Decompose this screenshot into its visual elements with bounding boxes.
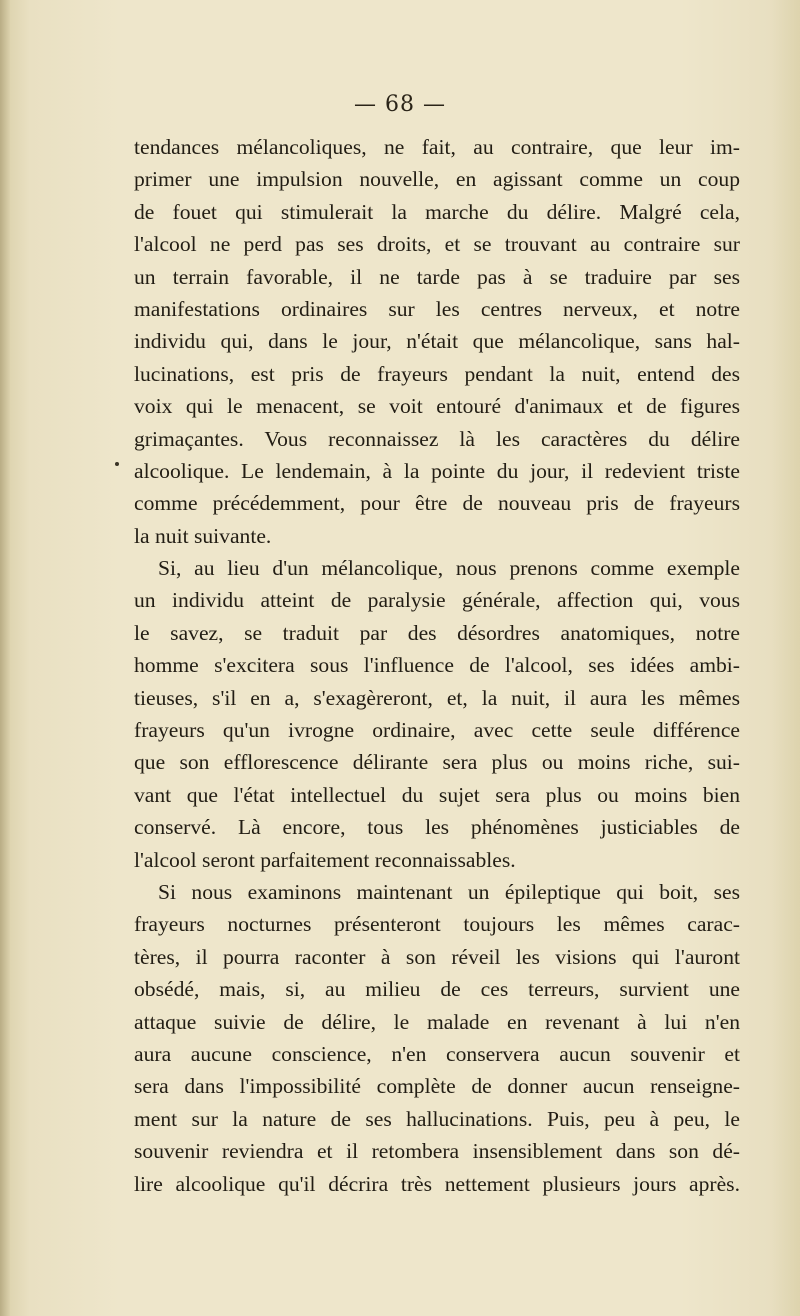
- text-line: de fouet qui stimulerait la marche du délire. Malgré cela,: [134, 199, 740, 224]
- text-line: manifestations ordinaires sur les centres nerveux, et notre: [134, 296, 740, 321]
- text-line: obsédé, mais, si, au milieu de ces terreurs, survient une: [134, 977, 740, 1002]
- text-line: l'alcool ne perd pas ses droits, et se trouvant au contraire sur: [134, 232, 740, 257]
- text-line: lire alcoolique qu'il décrira très nettement plusieurs jours après.: [134, 1171, 740, 1196]
- text-line: ment sur la nature de ses hallucinations. Puis, peu à peu, le: [134, 1106, 740, 1131]
- text-line: lucinations, est pris de frayeurs pendant la nuit, entend des: [134, 361, 740, 386]
- text-line: conservé. Là encore, tous les phénomènes justiciables de: [134, 815, 740, 840]
- body-text: [134, 131, 740, 1200]
- text-line: frayeurs qu'un ivrogne ordinaire, avec cette seule différence: [134, 718, 740, 743]
- text-line: frayeurs nocturnes présenteront toujours les mêmes carac-: [134, 912, 740, 937]
- text-line: alcoolique. Le lendemain, à la pointe du jour, il redevient triste: [134, 458, 740, 483]
- text-line: tendances mélancoliques, ne fait, au contraire, que leur im-: [134, 135, 740, 159]
- text-line: un terrain favorable, il ne tarde pas à se traduire par ses: [134, 264, 740, 289]
- text-line: que son efflorescence délirante sera plus ou moins riche, sui-: [134, 750, 740, 775]
- text-line: un individu atteint de paralysie générale, affection qui, vous: [134, 588, 740, 613]
- text-line: homme s'excitera sous l'influence de l'alcool, ses idées ambi-: [134, 653, 740, 678]
- margin-mark: [115, 462, 119, 466]
- text-line: tieuses, s'il en a, s'exagèreront, et, la nuit, il aura les mêmes: [134, 685, 740, 710]
- paragraph-start-line: Si, au lieu d'un mélancolique, nous prenons comme exemple: [158, 556, 740, 581]
- paragraph-end-line: l'alcool seront parfaitement reconnaissables.: [134, 847, 516, 872]
- text-line: aura aucune conscience, n'en conservera aucun souvenir et: [134, 1041, 740, 1066]
- text-line: le savez, se traduit par des désordres anatomiques, notre: [134, 620, 740, 645]
- page-binding-edge: [0, 0, 10, 1316]
- text-line: primer une impulsion nouvelle, en agissant comme un coup: [134, 167, 740, 192]
- paragraph-end-line: la nuit suivante.: [134, 523, 272, 548]
- page-number: — 68 —: [354, 92, 446, 117]
- text-line: comme précédemment, pour être de nouveau pris de frayeurs: [134, 491, 740, 516]
- text-line: individu qui, dans le jour, n'était que mélancolique, sans hal-: [134, 329, 740, 354]
- text-line: voix qui le menacent, se voit entouré d'animaux et de figures: [134, 394, 740, 419]
- text-line: vant que l'état intellectuel du sujet sera plus ou moins bien: [134, 782, 740, 807]
- text-line: grimaçantes. Vous reconnaissez là les caractères du délire: [134, 426, 740, 451]
- text-line: attaque suivie de délire, le malade en revenant à lui n'en: [134, 1009, 740, 1034]
- text-line: sera dans l'impossibilité complète de donner aucun renseigne-: [134, 1074, 740, 1099]
- paragraph-start-line: Si nous examinons maintenant un épileptique qui boit, ses: [158, 879, 740, 904]
- text-line: souvenir reviendra et il retombera insensiblement dans son dé-: [134, 1139, 740, 1164]
- text-line: tères, il pourra raconter à son réveil les visions qui l'auront: [134, 944, 740, 969]
